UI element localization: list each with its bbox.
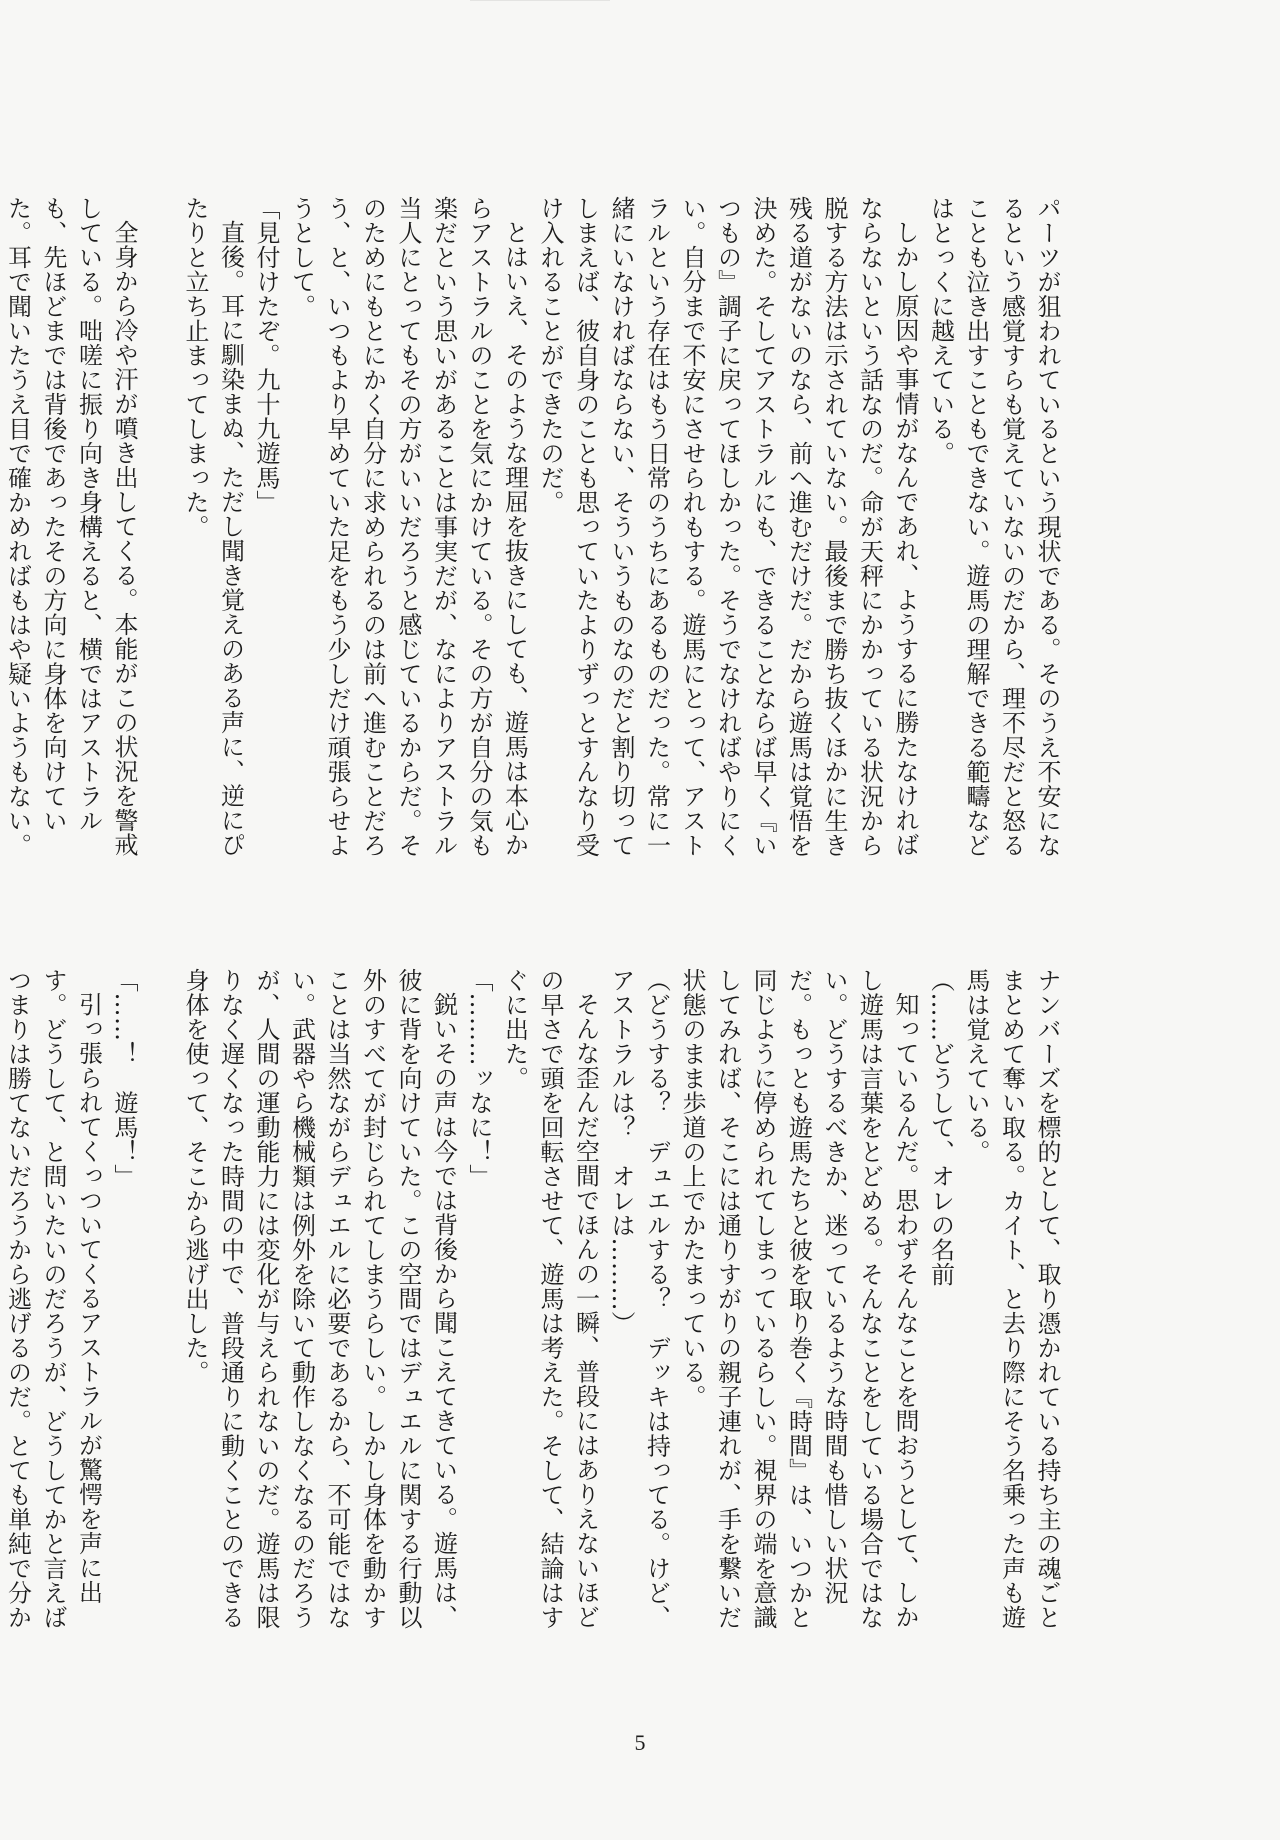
dialogue-line: 「見付けたぞ。九十九遊馬」 bbox=[252, 196, 280, 515]
scan-artifact bbox=[470, 0, 610, 1]
paragraph: 引っ張られてくっついてくるアストラルが驚愕を声に出す。どうして、と問いたいのだろうが、どうしてかと言えばつまりは勝てないだろうから逃げるのだ。とても単純で分か bbox=[3, 968, 103, 1630]
paragraph: しかし原因や事情がなんであれ、ようするに勝たなければならないという話なのだ。命が天秤にかかっている状況から脱する方法は示されていない。最後まで勝ち抜くほかに生き残る道がないのなら、前へ進むだけだ。だから遊馬は覚悟を決めた。そしてアストラルにも、できることならば早く『いつもの』調子に戻ってほしかった。そうでなければやりにくい。自分まで不安にさせられもする。遊馬にとって、アストラルという存在はもう日常のうちにあるものだった。常に一緒にいなければならない、そういうものなのだと割り切ってしまえば、彼自身のことも思っていたよりずっとすんなり受け入れることができたのだ。 bbox=[536, 196, 919, 858]
lower-text-block bbox=[3, 968, 1064, 1648]
blank-line bbox=[141, 968, 177, 1648]
paragraph: 直後。耳に馴染まぬ、ただし聞き覚えのある声に、逆にぴたりと立ち止まってしまった。 bbox=[181, 196, 245, 857]
page-number: 5 bbox=[634, 1730, 646, 1755]
paragraph: 全身から冷や汗が噴き出してくる。本能がこの状況を警戒している。咄嗟に振り向き身構えると、横ではアストラルも、先ほどまでは背後であったその方向に身体を向けていた。耳で聞いたうえ目で確かめればもはや疑いようもない。 bbox=[3, 196, 138, 858]
paragraph: そんな歪んだ空間でほんの一瞬、普段にはありえないほどの早さで頭を回転させて、遊馬は考えた。そして、結論はすぐに出た。 bbox=[500, 968, 600, 1630]
paragraph: パーツが狙われているという現状である。そのうえ不安になるという感覚すらも覚えていないのだから、理不尽だと怒ることも泣き出すこともできない。遊馬の理解できる範疇などはとっくに越えている。 bbox=[926, 196, 1061, 858]
inner-thought-line: （どうする？ デュエルする？ デッキは持ってる。けど、アストラルは？ オレは………） bbox=[607, 968, 671, 1630]
paragraph: 知っているんだ。思わずそんなことを問おうとして、しかし遊馬は言葉をとどめる。そんなことをしている場合ではない。どうするべきか、迷っているような時間も惜しい状況だ。もっとも遊馬たちと彼を取り巻く『時間』は、いつかと同じように停められてしまっているらしい。視界の端を意識してみれば、そこには通りすがりの親子連れが、手を繋いだ状態のまま歩道の上でかたまっている。 bbox=[678, 968, 919, 1630]
blank-line bbox=[141, 196, 177, 876]
dialogue-line: 「……！ 遊馬！」 bbox=[110, 968, 138, 1189]
paragraph: 鋭いその声は今では背後から聞こえてきている。遊馬は、彼に背を向けていた。この空間ではデュエルに関する行動以外のすべてが封じられてしまうらしい。しかし身体を動かすことは当然ながらデュエルに必要であるから、不可能ではない。武器やら機械類は例外を除いて動作しなくなるのだろうが、人間の運動能力には変化が与えられないのだ。遊馬は限りなく遅くなった時間の中で、普段通りに動くことのできる身体を使って、そこから逃げ出した。 bbox=[181, 968, 458, 1630]
upper-text-block bbox=[3, 196, 1064, 876]
paragraph: とはいえ、そのような理屈を抜きにしても、遊馬は本心からアストラルのことを気にかけている。その方が自分の気も楽だという思いがあることは事実だが、なによりアストラル当人にとってもその方がいいだろうと感じているからだ。そのためにもとにかく自分に求められるのは前へ進むことだろう、と、いつもより早めていた足をもう少しだけ頑張らせようとして。 bbox=[287, 196, 529, 858]
dialogue-line: 「………ッなに！」 bbox=[465, 968, 493, 1189]
inner-thought-line: （……どうして、オレの名前 bbox=[926, 968, 955, 1287]
paragraph: ナンバーズを標的として、取り憑かれている持ち主の魂ごとまとめて奪い取る。カイト、と去り際にそう名乗った声も遊馬は覚えている。 bbox=[962, 968, 1061, 1630]
